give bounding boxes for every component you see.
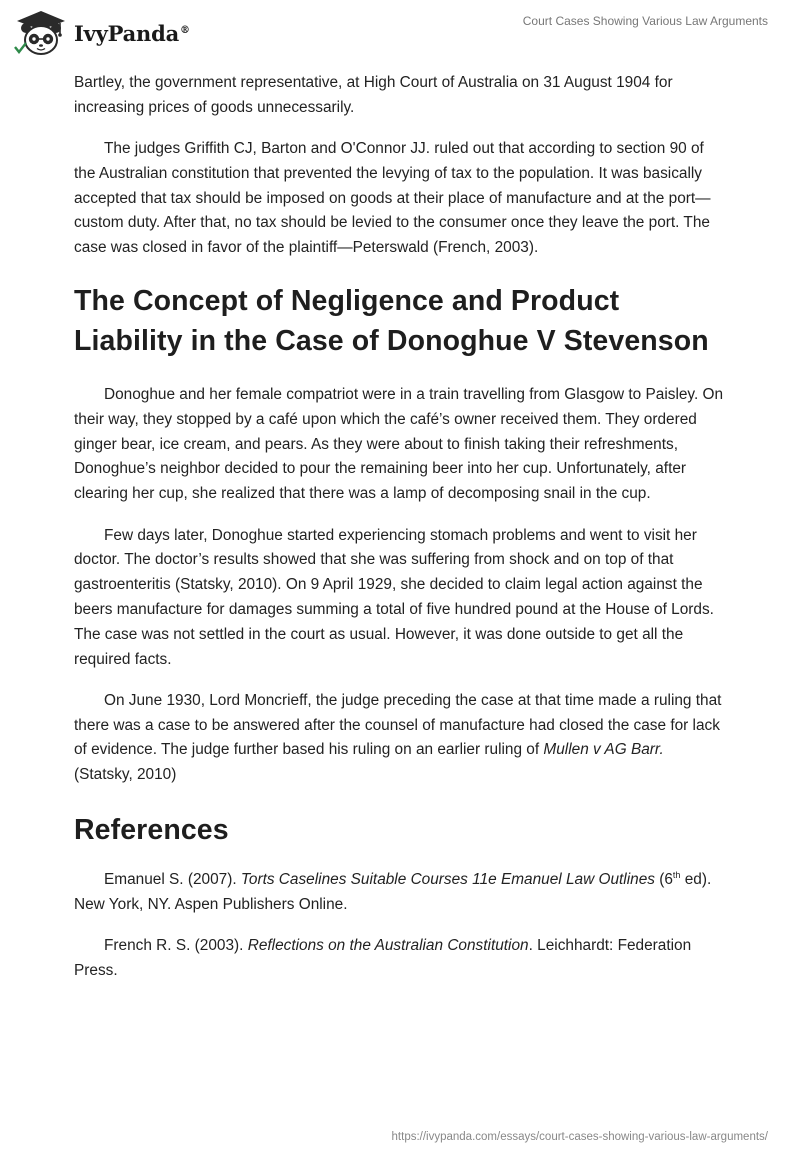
paragraph-2: The judges Griffith CJ, Barton and O'Connor JJ. ruled out that according to section 90 of the Australian constitution that prevented the levying of tax to the population. It was basically accepted that tax should be imposed on goods at their place of manufacture and at the port—custom duty. After that, no tax should be levied to the consumer once they leave the port. The case was closed in favor of the plaintiff—Peterswald (French, 2003). (74, 140, 711, 257)
source-url-link[interactable]: https://ivypanda.com/essays/court-cases-showing-various-law-arguments/ (391, 1131, 768, 1143)
section-heading-references: References (74, 814, 229, 847)
brand-logo[interactable] (14, 10, 190, 56)
brand-name: IvyPanda® (74, 20, 190, 46)
paragraph-4: Few days later, Donoghue started experiencing stomach problems and went to visit her doctor. The doctor’s results showed that she was suffering from shock and on top of that gastroenteritis (Statsky, 2010). On 9 April 1929, she decided to claim legal action against the beers manufacture for damages summing a total of five hundred pound at the House of Lords. The case was not settled in the court as usual. However, it was done outside to get all the required facts. (74, 526, 714, 668)
paragraph-1: Bartley, the government representative, at High Court of Australia on 31 August 1904 for increasing prices of goods unnecessarily. (74, 74, 673, 116)
page-header (0, 0, 800, 64)
case-citation: Mullen v AG Barr. (543, 741, 664, 759)
section-heading-negligence: The Concept of Negligence and Product Liability in the Case of Donoghue V Stevenson (74, 285, 709, 358)
article-body (74, 68, 726, 1000)
reference-title: Torts Caselines Suitable Courses 11e Emanuel Law Outlines (240, 871, 655, 889)
panda-graduate-icon (14, 10, 68, 56)
document-title: Court Cases Showing Various Law Arguments (522, 14, 768, 28)
reference-title: Reflections on the Australian Constitution (247, 937, 529, 955)
reference-item: French R. S. (2003). Reflections on the Australian Constitution. Leichhardt: Federation Press. (74, 937, 692, 979)
paragraph-3: Donoghue and her female compatriot were in a train travelling from Glasgow to Paisley. On their way, they stopped by a café upon which the café’s owner received them. They ordered ginger bear, ice cream, and pears. As they were about to finish taking their refreshments, Donoghue’s neighbor decided to pour the remaining beer into her cup. Unfortunately, after clearing her cup, she realized that there was a lamp of decomposing snail in the cup. (74, 386, 724, 503)
paragraph-5: On June 1930, Lord Moncrieff, the judge preceding the case at that time made a ruling that there was a case to be answered after the counsel of manufacture had closed the case for lack of evidence. The judge further based his ruling on an earlier ruling of Mullen v AG Barr. (Statsky, 2010) (74, 691, 722, 784)
reference-item: Emanuel S. (2007). Torts Caselines Suitable Courses 11e Emanuel Law Outlines (6th ed). New York, NY. Aspen Publishers Online. (74, 869, 712, 913)
